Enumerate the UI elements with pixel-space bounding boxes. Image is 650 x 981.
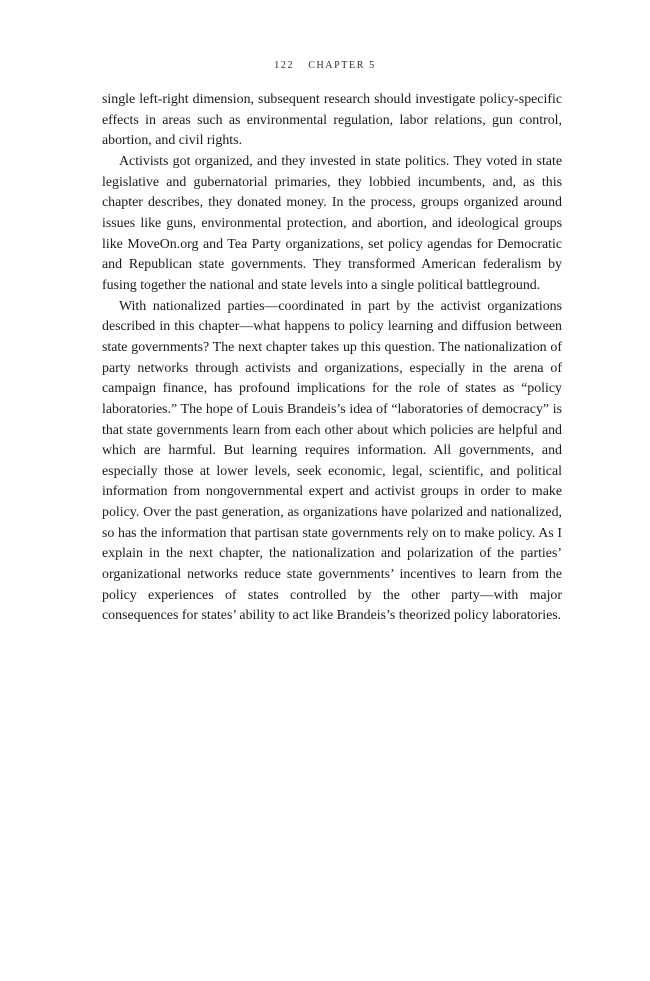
body-text: [102, 90, 562, 627]
paragraph-nationalized-parties: With nationalized parties—coordinated in part by the activist organizations described in this chapter—what happens to policy learning and diffusion between state governments? The next chapter takes up this question. The nationalization of party networks through activists and organizations, especially in the arena of campaign finance, has profound implications for the role of states as “policy laboratories.” The hope of Louis Brandeis’s idea of “laboratories of democracy” is that state governments learn from each other about which policies are helpful and which are harmful. But learning requires information. All governments, and especially those at lower levels, seek economic, legal, scientific, and political information from nongovernmental expert and activist groups in order to make policy. Over the past generation, as organizations have polarized and nationalized, so has the information that partisan state governments rely on to make policy. As I explain in the next chapter, the nationalization and polarization of the parties’ organizational networks reduce state governments’ incentives to learn from the policy experiences of states controlled by the other party—with major consequences for states’ ability to act like Brandeis’s theorized policy laboratories.: [102, 298, 562, 624]
page-number: 122: [274, 60, 295, 71]
running-head: [0, 60, 650, 71]
paragraph-activists: Activists got organized, and they invested in state politics. They voted in state legislative and gubernatorial primaries, they lobbied incumbents, and, as this chapter describes, they donated money. In the process, groups organized around issues like guns, environmental protection, and abortion, and ideological groups like MoveOn.org and Tea Party organizations, set policy agendas for Democratic and Republican state governments. They transformed American federalism by fusing together the national and state levels into a single political battleground.: [102, 153, 562, 293]
chapter-label: CHAPTER 5: [308, 60, 376, 71]
paragraph-continuation: single left-right dimension, subsequent research should investigate policy-specific effects in areas such as environmental regulation, labor relations, gun control, abortion, and civil rights.: [102, 92, 562, 149]
